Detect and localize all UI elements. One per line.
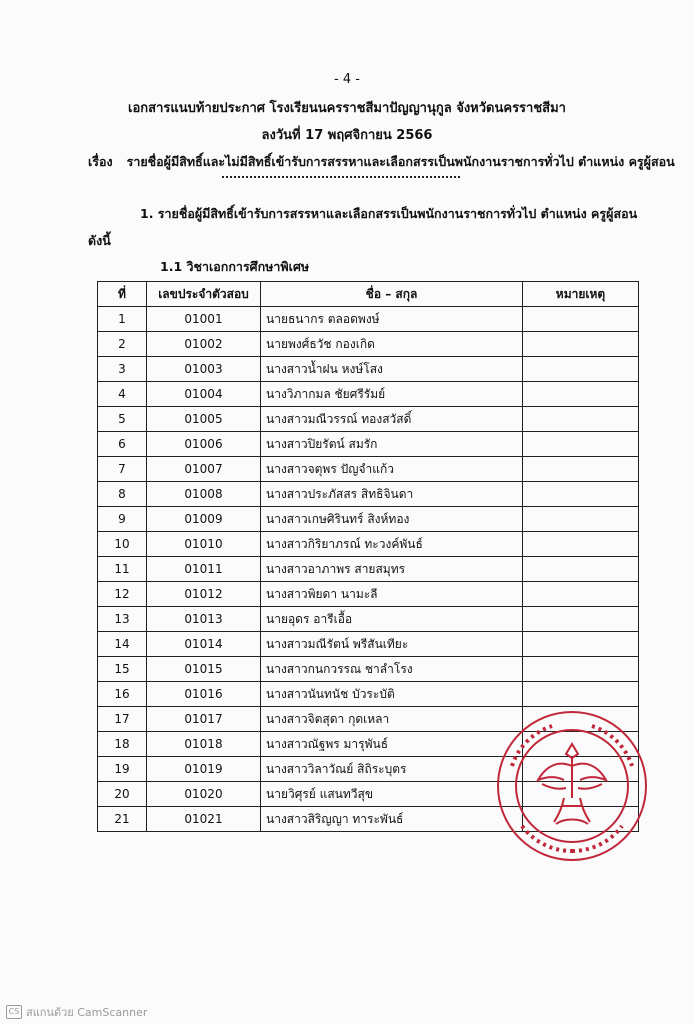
cell-remark (523, 332, 639, 357)
cell-no: 2 (98, 332, 147, 357)
table-row (98, 482, 639, 507)
cell-no: 5 (98, 407, 147, 432)
document-heading: เอกสารแนบท้ายประกาศ โรงเรียนนครราชสีมาปัญญานุกูล จังหวัดนครราชสีมา (128, 101, 566, 116)
cell-exam-id: 01014 (147, 632, 261, 657)
cell-name: นายพงศ์ธวัช กองเกิด (261, 332, 523, 357)
cell-remark (523, 682, 639, 707)
cell-remark (523, 557, 639, 582)
cell-name: นางสาวจิตสุดา กุดเหลา (261, 707, 523, 732)
cell-no: 21 (98, 807, 147, 832)
cell-no: 11 (98, 557, 147, 582)
cell-remark (523, 357, 639, 382)
table-row (98, 357, 639, 382)
cell-remark (523, 507, 639, 532)
cell-no: 18 (98, 732, 147, 757)
table-row (98, 682, 639, 707)
cell-name: นางสาวกิริยาภรณ์ ทะวงค์พันธ์ (261, 532, 523, 557)
cell-remark (523, 382, 639, 407)
cell-name: นายอุดร อารีเอื้อ (261, 607, 523, 632)
header-name: ชื่อ – สกุล (261, 282, 523, 307)
cell-remark (523, 657, 639, 682)
header-no: ที่ (98, 282, 147, 307)
cell-no: 4 (98, 382, 147, 407)
cell-name: นางสาวพิยดา นามะลี (261, 582, 523, 607)
cell-exam-id: 01008 (147, 482, 261, 507)
watermark-text: สแกนด้วย CamScanner (26, 1006, 148, 1019)
section-1-title: 1. รายชื่อผู้มีสิทธิ์เข้ารับการสรรหาและเลือกสรรเป็นพนักงานราชการทั่วไป ตำแหน่ง ครูผู้สอน (140, 206, 638, 221)
header-remark: หมายเหตุ (523, 282, 639, 307)
table-row (98, 507, 639, 532)
cell-no: 17 (98, 707, 147, 732)
cell-name: นางสาวกนกวรรณ ชาลำโรง (261, 657, 523, 682)
scanner-watermark (6, 1003, 147, 1021)
cell-remark (523, 482, 639, 507)
table-row (98, 582, 639, 607)
table-header-row (98, 282, 639, 307)
table-row (98, 332, 639, 357)
cell-exam-id: 01021 (147, 807, 261, 832)
cell-remark (523, 632, 639, 657)
cell-no: 7 (98, 457, 147, 482)
cell-name: นางสาวอาภาพร สายสมุทร (261, 557, 523, 582)
cell-name: นางสาวจตุพร ปัญจำแก้ว (261, 457, 523, 482)
cell-name: นางสาววิลาวัณย์ สิถิระบุตร (261, 757, 523, 782)
cell-exam-id: 01004 (147, 382, 261, 407)
subject-line (88, 152, 675, 172)
cell-exam-id: 01007 (147, 457, 261, 482)
cell-exam-id: 01017 (147, 707, 261, 732)
section-1-continuation: ดังนี้ (88, 233, 111, 248)
cell-name: นางสาวน้ำฝน หงษ์โสง (261, 357, 523, 382)
header-exam-id: เลขประจำตัวสอบ (147, 282, 261, 307)
cell-exam-id: 01002 (147, 332, 261, 357)
subject-label: เรื่อง (88, 154, 113, 169)
cell-exam-id: 01005 (147, 407, 261, 432)
cell-name: นางสาวมณีรัตน์ พรีสันเทียะ (261, 632, 523, 657)
document-date: ลงวันที่ 17 พฤศจิกายน 2566 (261, 128, 433, 143)
cell-no: 15 (98, 657, 147, 682)
cell-name: นายวิศุรย์ แสนทวีสุข (261, 782, 523, 807)
table-row (98, 557, 639, 582)
cell-exam-id: 01012 (147, 582, 261, 607)
cell-remark (523, 607, 639, 632)
cell-exam-id: 01009 (147, 507, 261, 532)
cell-name: นายธนากร ตลอดพงษ์ (261, 307, 523, 332)
cell-no: 13 (98, 607, 147, 632)
cell-name: นางสาวเกษศิรินทร์ สิงห์ทอง (261, 507, 523, 532)
table-row (98, 607, 639, 632)
cell-remark (523, 432, 639, 457)
cell-exam-id: 01003 (147, 357, 261, 382)
cell-no: 16 (98, 682, 147, 707)
table-row (98, 657, 639, 682)
cell-exam-id: 01010 (147, 532, 261, 557)
table-row (98, 407, 639, 432)
cell-name: นางสาวสิริญญา ทาระพันธ์ (261, 807, 523, 832)
section-1-1-title: 1.1 วิชาเอกการศึกษาพิเศษ (160, 259, 310, 274)
cell-remark (523, 307, 639, 332)
page-number: - 4 - (334, 72, 360, 87)
cell-remark (523, 582, 639, 607)
cell-no: 3 (98, 357, 147, 382)
cell-no: 19 (98, 757, 147, 782)
table-row (98, 457, 639, 482)
cell-exam-id: 01013 (147, 607, 261, 632)
cell-name: นางวิภากมล ชัยศรีรัมย์ (261, 382, 523, 407)
camscanner-icon: CS (6, 1005, 22, 1019)
cell-name: นางสาวประภัสสร สิทธิจินดา (261, 482, 523, 507)
cell-no: 6 (98, 432, 147, 457)
table-row (98, 307, 639, 332)
cell-exam-id: 01011 (147, 557, 261, 582)
official-seal (492, 706, 652, 866)
cell-exam-id: 01006 (147, 432, 261, 457)
cell-remark (523, 457, 639, 482)
cell-no: 1 (98, 307, 147, 332)
cell-remark (523, 532, 639, 557)
cell-no: 8 (98, 482, 147, 507)
cell-no: 20 (98, 782, 147, 807)
cell-no: 10 (98, 532, 147, 557)
table-row (98, 382, 639, 407)
cell-exam-id: 01015 (147, 657, 261, 682)
cell-exam-id: 01018 (147, 732, 261, 757)
cell-name: นางสาวนันทนัช บัวระบัติ (261, 682, 523, 707)
table-row (98, 532, 639, 557)
cell-no: 14 (98, 632, 147, 657)
cell-exam-id: 01016 (147, 682, 261, 707)
cell-name: นางสาวณัฐพร มารุพันธ์ (261, 732, 523, 757)
cell-exam-id: 01001 (147, 307, 261, 332)
cell-name: นางสาวมณีวรรณ์ ทองสวัสดิ์ (261, 407, 523, 432)
cell-no: 9 (98, 507, 147, 532)
cell-no: 12 (98, 582, 147, 607)
cell-exam-id: 01020 (147, 782, 261, 807)
cell-remark (523, 407, 639, 432)
subject-text: รายชื่อผู้มีสิทธิ์และไม่มีสิทธิ์เข้ารับการสรรหาและเลือกสรรเป็นพนักงานราชการทั่วไป ตำแหน่ง ครูผู้สอน (126, 154, 675, 169)
cell-exam-id: 01019 (147, 757, 261, 782)
cell-name: นางสาวปิยรัตน์ สมรัก (261, 432, 523, 457)
table-row (98, 632, 639, 657)
table-row (98, 432, 639, 457)
dotted-divider (222, 176, 460, 178)
